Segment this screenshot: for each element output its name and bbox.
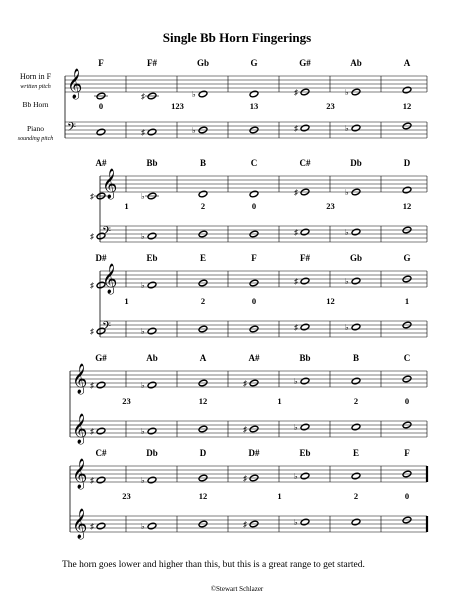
whole-note <box>147 427 157 435</box>
sharp-icon: ♯ <box>243 520 247 529</box>
whole-note <box>96 522 106 530</box>
whole-note <box>351 228 361 236</box>
note-name: E <box>199 253 207 263</box>
note-name: Ab <box>146 353 158 363</box>
system-5 <box>70 448 427 532</box>
sharp-icon: ♯ <box>90 427 94 436</box>
flat-icon: ♭ <box>345 188 349 197</box>
note-name: D# <box>248 448 260 458</box>
fingering: 13 <box>249 101 259 111</box>
note-name: C# <box>299 158 311 168</box>
note <box>249 90 259 98</box>
whole-note <box>147 128 157 136</box>
note-name: Eb <box>299 448 311 458</box>
note-name: F# <box>300 253 310 263</box>
fingering: 23 <box>326 201 335 211</box>
note-name: D <box>199 448 207 458</box>
bb-horn-label: Bb Horn <box>22 100 49 109</box>
whole-note <box>351 423 361 431</box>
note <box>192 126 208 135</box>
treble-clef-icon: 𝄞 <box>72 414 88 443</box>
note <box>402 86 412 94</box>
note-name: Gb <box>196 58 210 68</box>
whole-note <box>249 190 259 198</box>
fingering: 0 <box>404 396 410 406</box>
copyright: ©Stewart Schlazer <box>210 585 264 593</box>
piano-staff <box>70 421 427 437</box>
flat-icon: ♭ <box>141 522 145 531</box>
flat-icon: ♭ <box>294 423 298 432</box>
treble-clef-icon: 𝄞 <box>72 364 88 393</box>
fingering: 2 <box>353 396 359 406</box>
flat-icon: ♭ <box>192 126 196 135</box>
footer-note: The horn goes lower and higher than this, but this is a great range to get started. <box>62 560 365 570</box>
sharp-icon: ♯ <box>90 476 94 485</box>
note <box>351 423 361 431</box>
note-name: A# <box>95 158 107 168</box>
note <box>141 232 157 241</box>
note-name: F <box>404 448 410 458</box>
horn-staff <box>70 371 427 387</box>
note <box>192 90 208 99</box>
whole-note <box>300 472 310 480</box>
whole-note <box>402 86 412 94</box>
note-name: A <box>403 58 411 68</box>
note-name: F <box>251 253 257 263</box>
flat-icon: ♭ <box>345 228 349 237</box>
fingering: 0 <box>98 101 104 111</box>
note <box>351 472 361 480</box>
note <box>294 423 310 432</box>
bass-clef-icon: 𝄢 <box>102 226 112 241</box>
note <box>141 327 157 336</box>
sharp-icon: ♯ <box>90 192 94 201</box>
note <box>141 427 157 436</box>
note <box>141 381 157 390</box>
flat-icon: ♭ <box>345 323 349 332</box>
whole-note <box>300 377 310 385</box>
note-name: Bb <box>146 158 158 168</box>
note-name: E <box>352 448 360 458</box>
flat-icon: ♭ <box>345 124 349 133</box>
sharp-icon: ♯ <box>294 323 298 332</box>
note-name: A# <box>248 353 260 363</box>
sharp-icon: ♯ <box>294 277 298 286</box>
note <box>294 124 310 133</box>
note <box>141 192 157 201</box>
note <box>141 281 157 290</box>
note-name: A <box>199 353 207 363</box>
sharp-icon: ♯ <box>294 228 298 237</box>
note <box>345 228 361 237</box>
whole-note <box>300 228 310 236</box>
whole-note <box>147 381 157 389</box>
flat-icon: ♭ <box>141 427 145 436</box>
whole-note <box>402 186 412 194</box>
note <box>249 190 259 198</box>
bass-clef-icon: 𝄢 <box>67 122 77 137</box>
note-name: Gb <box>349 253 363 263</box>
note-name: F <box>98 58 104 68</box>
note <box>402 186 412 194</box>
whole-note <box>147 232 157 240</box>
note-name: B <box>352 353 360 363</box>
note <box>243 379 259 388</box>
treble-clef-icon: 𝄞 <box>102 169 118 198</box>
whole-note <box>300 277 310 285</box>
sounding-pitch-text: sounding pitch <box>17 136 54 142</box>
note <box>294 518 310 527</box>
whole-note <box>351 377 361 385</box>
sharp-icon: ♯ <box>294 188 298 197</box>
fingering: 0 <box>251 201 257 211</box>
horn-in-f-text: Horn in F <box>19 72 52 81</box>
note <box>351 518 361 526</box>
whole-note <box>147 476 157 484</box>
note <box>294 323 310 332</box>
note-name: G# <box>95 353 107 363</box>
whole-note <box>300 323 310 331</box>
note-name: Ab <box>350 58 362 68</box>
fingering: 0 <box>404 491 410 501</box>
fingering: 1 <box>124 201 129 211</box>
fingering: 23 <box>122 396 131 406</box>
whole-note <box>147 522 157 530</box>
treble-clef-icon: 𝄞 <box>67 69 83 98</box>
flat-icon: ♭ <box>141 327 145 336</box>
note <box>294 228 310 237</box>
note-name: C# <box>95 448 107 458</box>
note <box>294 377 310 386</box>
note <box>294 88 310 97</box>
flat-icon: ♭ <box>141 192 145 201</box>
note <box>243 520 259 529</box>
note <box>345 323 361 332</box>
whole-note <box>198 90 208 98</box>
whole-note <box>351 472 361 480</box>
treble-clef-icon: 𝄞 <box>72 459 88 488</box>
flat-icon: ♭ <box>294 472 298 481</box>
note-name: G <box>403 253 411 263</box>
sharp-icon: ♯ <box>294 88 298 97</box>
bass-clef-icon: 𝄢 <box>102 321 112 336</box>
whole-note <box>96 128 106 136</box>
flat-icon: ♭ <box>294 518 298 527</box>
horn-staff <box>100 271 427 287</box>
note <box>141 128 157 137</box>
note-name: Bb <box>299 353 311 363</box>
note <box>141 476 157 485</box>
fingering: 12 <box>198 396 208 406</box>
fingering: 2 <box>200 201 206 211</box>
whole-note <box>96 476 106 484</box>
horn-staff <box>100 176 427 192</box>
whole-note <box>351 518 361 526</box>
note <box>96 128 106 136</box>
fingering: 123 <box>171 101 184 111</box>
note-name: Eb <box>146 253 158 263</box>
piano-staff <box>65 122 427 138</box>
note-name: C <box>250 158 258 168</box>
flat-icon: ♭ <box>192 90 196 99</box>
note-name: Db <box>146 448 158 458</box>
note-name: C <box>403 353 411 363</box>
sharp-icon: ♯ <box>90 522 94 531</box>
piano-text: Piano <box>26 124 45 133</box>
whole-note <box>351 277 361 285</box>
whole-note <box>147 327 157 335</box>
horn-staff <box>65 76 427 92</box>
fingering: 12 <box>402 101 412 111</box>
flat-icon: ♭ <box>141 476 145 485</box>
treble-clef-icon: 𝄞 <box>72 509 88 538</box>
sharp-icon: ♯ <box>90 381 94 390</box>
note-name: Db <box>350 158 362 168</box>
whole-note <box>96 381 106 389</box>
sharp-icon: ♯ <box>141 128 145 137</box>
fingering: 1 <box>404 296 410 306</box>
note-name: G <box>250 58 258 68</box>
fingering: 1 <box>124 296 129 306</box>
whole-note <box>198 190 208 198</box>
fingering: 1 <box>277 396 282 406</box>
note <box>345 124 361 133</box>
note <box>141 522 157 531</box>
fingering: 12 <box>198 491 208 501</box>
whole-note <box>351 323 361 331</box>
note <box>90 522 106 531</box>
horn-staff <box>70 466 427 482</box>
flat-icon: ♭ <box>294 377 298 386</box>
whole-note <box>300 423 310 431</box>
system-2 <box>96 158 428 242</box>
fingering: 2 <box>200 296 206 306</box>
note <box>90 381 106 390</box>
note-name: B <box>199 158 207 168</box>
note <box>345 188 361 197</box>
sharp-icon: ♯ <box>90 281 94 290</box>
note <box>243 425 259 434</box>
note <box>294 277 310 286</box>
whole-note <box>249 90 259 98</box>
whole-note <box>351 124 361 132</box>
note-name: G# <box>299 58 311 68</box>
whole-note <box>96 427 106 435</box>
whole-note <box>147 281 157 289</box>
note <box>198 190 208 198</box>
flat-icon: ♭ <box>141 381 145 390</box>
note <box>243 474 259 483</box>
note <box>294 472 310 481</box>
note-name: D <box>403 158 411 168</box>
piano-staff <box>70 516 427 532</box>
fingering: 1 <box>277 491 282 501</box>
fingering: 0 <box>251 296 257 306</box>
note <box>345 88 361 97</box>
note-name: D# <box>95 253 107 263</box>
sharp-icon: ♯ <box>294 124 298 133</box>
whole-note <box>300 124 310 132</box>
fingering: 12 <box>326 296 335 306</box>
system-4 <box>70 353 427 437</box>
fingering: 2 <box>353 491 359 501</box>
sharp-icon: ♯ <box>90 327 94 336</box>
fingering: 23 <box>326 101 335 111</box>
flat-icon: ♭ <box>141 281 145 290</box>
whole-note <box>300 518 310 526</box>
flat-icon: ♭ <box>345 277 349 286</box>
flat-icon: ♭ <box>345 88 349 97</box>
written-pitch-text: written pitch <box>20 84 51 90</box>
fingering: 23 <box>122 491 131 501</box>
sharp-icon: ♯ <box>243 474 247 483</box>
sharp-icon: ♯ <box>141 92 145 101</box>
note <box>90 427 106 436</box>
sharp-icon: ♯ <box>243 379 247 388</box>
fingering: 12 <box>402 201 412 211</box>
sharp-icon: ♯ <box>243 425 247 434</box>
page-title: Single Bb Horn Fingerings <box>162 30 312 45</box>
system-3 <box>96 253 428 337</box>
note <box>345 277 361 286</box>
sharp-icon: ♯ <box>90 232 94 241</box>
flat-icon: ♭ <box>141 232 145 241</box>
note <box>90 476 106 485</box>
note <box>294 188 310 197</box>
note-name: F# <box>147 58 157 68</box>
note <box>141 92 157 101</box>
treble-clef-icon: 𝄞 <box>102 264 118 293</box>
note <box>351 377 361 385</box>
